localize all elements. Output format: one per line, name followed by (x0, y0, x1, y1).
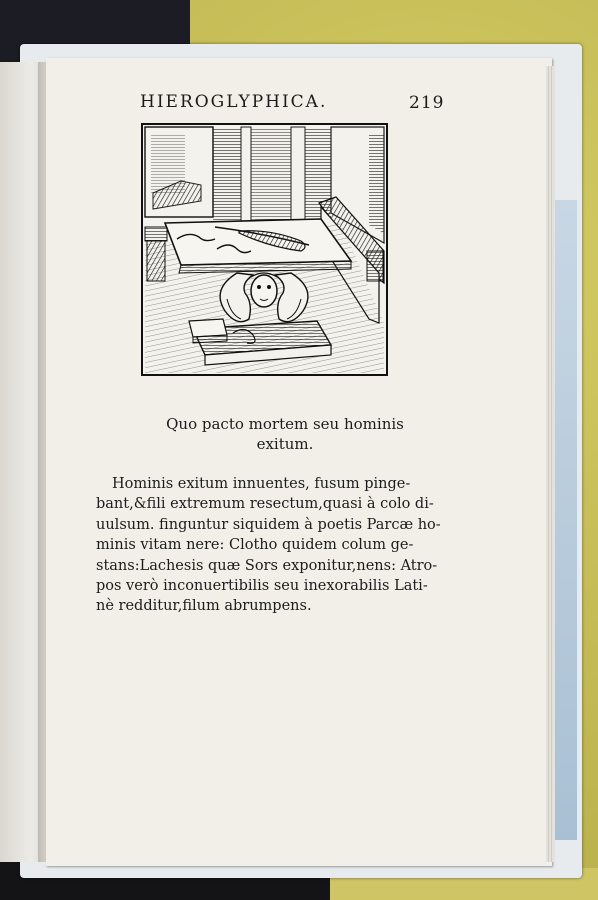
page-edges (546, 66, 554, 862)
figure-caption (100, 414, 470, 454)
body-paragraph (96, 474, 446, 617)
running-title: HIEROGLYPHICA. (140, 92, 328, 112)
woodcut-spindle-on-table-icon (141, 123, 388, 376)
book-board-blue-edge (555, 200, 577, 840)
body-line-4: minis vitam nere: Clotho quidem colum ge- (96, 537, 414, 554)
caption-line-2: exitum. (256, 435, 314, 453)
page-number: 219 (409, 93, 445, 113)
body-line-2: bant,&fili extremum resectum,quasi à colo di- (96, 496, 434, 513)
caption-line-1: Quo pacto mortem seu hominis (166, 415, 404, 433)
body-line-7: nè redditur,filum abrumpens. (96, 598, 312, 615)
body-line-3: uulsum. finguntur siquidem à poetis Parcæ ho- (96, 516, 441, 533)
body-line-6: pos verò inconuertibilis seu inexorabilis Lati- (96, 578, 428, 595)
body-line-5: stans:Lachesis quæ Sors exponitur,nens: Atro- (96, 557, 438, 574)
body-line-1: Hominis exitum innuentes, fusum pinge- (112, 476, 411, 492)
